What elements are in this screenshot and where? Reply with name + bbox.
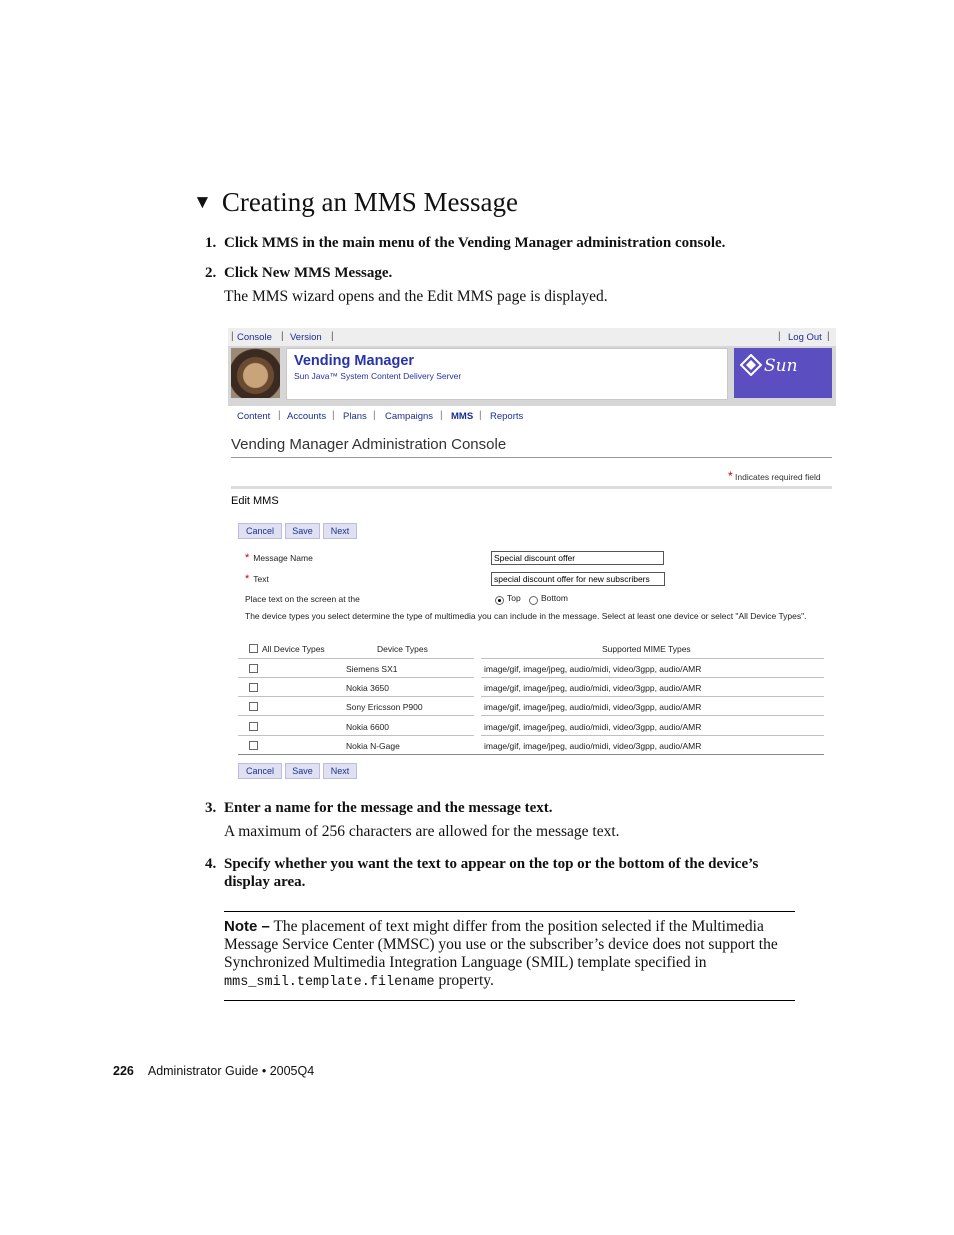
message-text-input[interactable]: special discount offer for new subscribers (491, 572, 665, 586)
console-title: Vending Manager Administration Console (231, 436, 507, 453)
device-name: Nokia 6600 (346, 722, 390, 732)
separator: | (278, 410, 281, 421)
page-number: 226 (113, 1064, 134, 1078)
divider (231, 457, 832, 458)
table-row (238, 736, 825, 755)
device-name: Nokia 3650 (346, 683, 390, 693)
step-text: Specify whether you want the text to appear on the top or the bottom of the device’s display area. (224, 856, 759, 890)
divider (231, 486, 832, 489)
all-device-types-header: All Device Types (262, 644, 325, 654)
message-name-label-text: Message Name (253, 553, 313, 563)
required-asterisk-icon: * (728, 469, 733, 483)
separator: | (231, 331, 234, 342)
device-name: Nokia N-Gage (346, 741, 400, 751)
mime-types: image/gif, image/jpeg, audio/midi, video/3gpp, audio/AMR (484, 683, 702, 693)
page-footer (113, 1064, 314, 1078)
required-asterisk-icon: * (245, 552, 250, 564)
step-3-note: A maximum of 256 characters are allowed for the message text. (224, 823, 620, 840)
separator: | (332, 410, 335, 421)
cancel-button-bottom[interactable]: Cancel (238, 763, 282, 779)
note-text: The placement of text might differ from the position selected if the Multimedia Message Service Center (MMSC) you use or the subscriber’s device does not support the Synchronized Multimedia Integration Language (SMIL) template specified in (224, 918, 778, 971)
device-name: Siemens SX1 (346, 664, 398, 674)
mime-types: image/gif, image/jpeg, audio/midi, video/3gpp, audio/AMR (484, 664, 702, 674)
step-4 (205, 855, 775, 891)
console-link[interactable]: Console (237, 332, 272, 343)
device-types-note: The device types you select determine the type of multimedia you can include in the message. Select at least one device or select "All Device Types". (245, 611, 807, 621)
nav-reports[interactable]: Reports (490, 411, 524, 422)
mime-types: image/gif, image/jpeg, audio/midi, video/3gpp, audio/AMR (484, 702, 702, 712)
product-photo (231, 348, 280, 398)
step-2 (205, 265, 392, 282)
step-text: Click New MMS Message. (224, 265, 393, 281)
placement-label: Place text on the screen at the (245, 594, 360, 604)
device-checkbox[interactable] (249, 683, 258, 692)
bottom-radio[interactable] (529, 596, 538, 605)
table-row (238, 659, 825, 678)
logout-link[interactable]: Log Out (788, 332, 822, 343)
section-title-text: Creating an MMS Message (221, 187, 519, 217)
save-button[interactable]: Save (285, 523, 320, 539)
mime-types: image/gif, image/jpeg, audio/midi, video/3gpp, audio/AMR (484, 722, 702, 732)
note-text-end: property. (438, 972, 494, 989)
separator: | (827, 331, 830, 342)
sun-logo-icon (740, 354, 798, 376)
top-radio[interactable] (495, 596, 504, 605)
required-note (728, 469, 821, 483)
separator: | (281, 331, 284, 342)
device-checkbox[interactable] (249, 741, 258, 750)
separator: | (440, 410, 443, 421)
note-code: mms_smil.template.filename (224, 975, 435, 990)
step-3 (205, 800, 553, 817)
step-2-result: The MMS wizard opens and the Edit MMS page is displayed. (224, 288, 608, 305)
save-button-bottom[interactable]: Save (285, 763, 320, 779)
nav-content[interactable]: Content (237, 411, 271, 422)
next-button[interactable]: Next (323, 523, 357, 539)
separator: | (331, 331, 334, 342)
device-checkbox[interactable] (249, 702, 258, 711)
separator: | (778, 331, 781, 342)
device-checkbox[interactable] (249, 722, 258, 731)
triangle-down-icon: ▼ (193, 192, 212, 213)
device-name: Sony Ericsson P900 (346, 702, 423, 712)
brand-box (286, 348, 728, 400)
mime-types: image/gif, image/jpeg, audio/midi, video/3gpp, audio/AMR (484, 741, 702, 751)
bottom-radio-label: Bottom (541, 593, 568, 603)
note-box (224, 911, 795, 1001)
message-name-input[interactable]: Special discount offer (491, 551, 664, 565)
edit-mms-title: Edit MMS (231, 495, 279, 507)
section-title (193, 187, 518, 218)
note-label: Note – (224, 918, 270, 935)
masthead (228, 328, 836, 406)
separator: | (373, 410, 376, 421)
step-text: Enter a name for the message and the message text. (224, 800, 553, 816)
step-1 (205, 235, 725, 252)
required-asterisk-icon: * (245, 573, 250, 585)
row-divider (238, 715, 474, 716)
table-row (238, 678, 825, 697)
nav-accounts[interactable]: Accounts (287, 411, 327, 422)
table-row (238, 717, 825, 736)
all-device-types-checkbox[interactable] (249, 644, 258, 653)
text-label (245, 573, 269, 585)
brand-subtitle: Sun Java™ System Content Delivery Server (294, 371, 462, 381)
table-bottom-rule (238, 754, 824, 755)
table-row (238, 697, 825, 716)
brand-title: Vending Manager (294, 353, 415, 369)
separator: | (479, 410, 482, 421)
top-link-bar (228, 328, 836, 346)
step-number: 4. (205, 856, 217, 872)
device-checkbox[interactable] (249, 664, 258, 673)
cancel-button[interactable]: Cancel (238, 523, 282, 539)
step-number: 3. (205, 800, 217, 816)
nav-plans[interactable]: Plans (343, 411, 367, 422)
text-label-text: Text (253, 574, 269, 584)
version-link[interactable]: Version (290, 332, 322, 343)
step-number: 1. (205, 235, 217, 251)
nav-mms[interactable]: MMS (451, 411, 474, 422)
sun-logo-box (734, 348, 832, 398)
guide-version: 2005Q4 (269, 1064, 315, 1078)
step-number: 2. (205, 265, 217, 281)
guide-name: Administrator Guide (147, 1064, 259, 1078)
step-text: Click MMS in the main menu of the Vending Manager administration console. (224, 235, 726, 251)
sun-logo-text: Sun (764, 356, 798, 376)
console-screenshot (228, 328, 836, 776)
mime-types-header: Supported MIME Types (602, 644, 691, 654)
next-button-bottom[interactable]: Next (323, 763, 357, 779)
message-name-label (245, 552, 313, 564)
top-radio-label: Top (507, 593, 521, 603)
device-types-header: Device Types (377, 644, 428, 654)
footer-bullet: • (261, 1064, 267, 1078)
required-note-text: Indicates required field (735, 472, 821, 482)
nav-campaigns[interactable]: Campaigns (385, 411, 434, 422)
sun-diamond-icon (740, 354, 762, 376)
row-divider (481, 715, 824, 716)
